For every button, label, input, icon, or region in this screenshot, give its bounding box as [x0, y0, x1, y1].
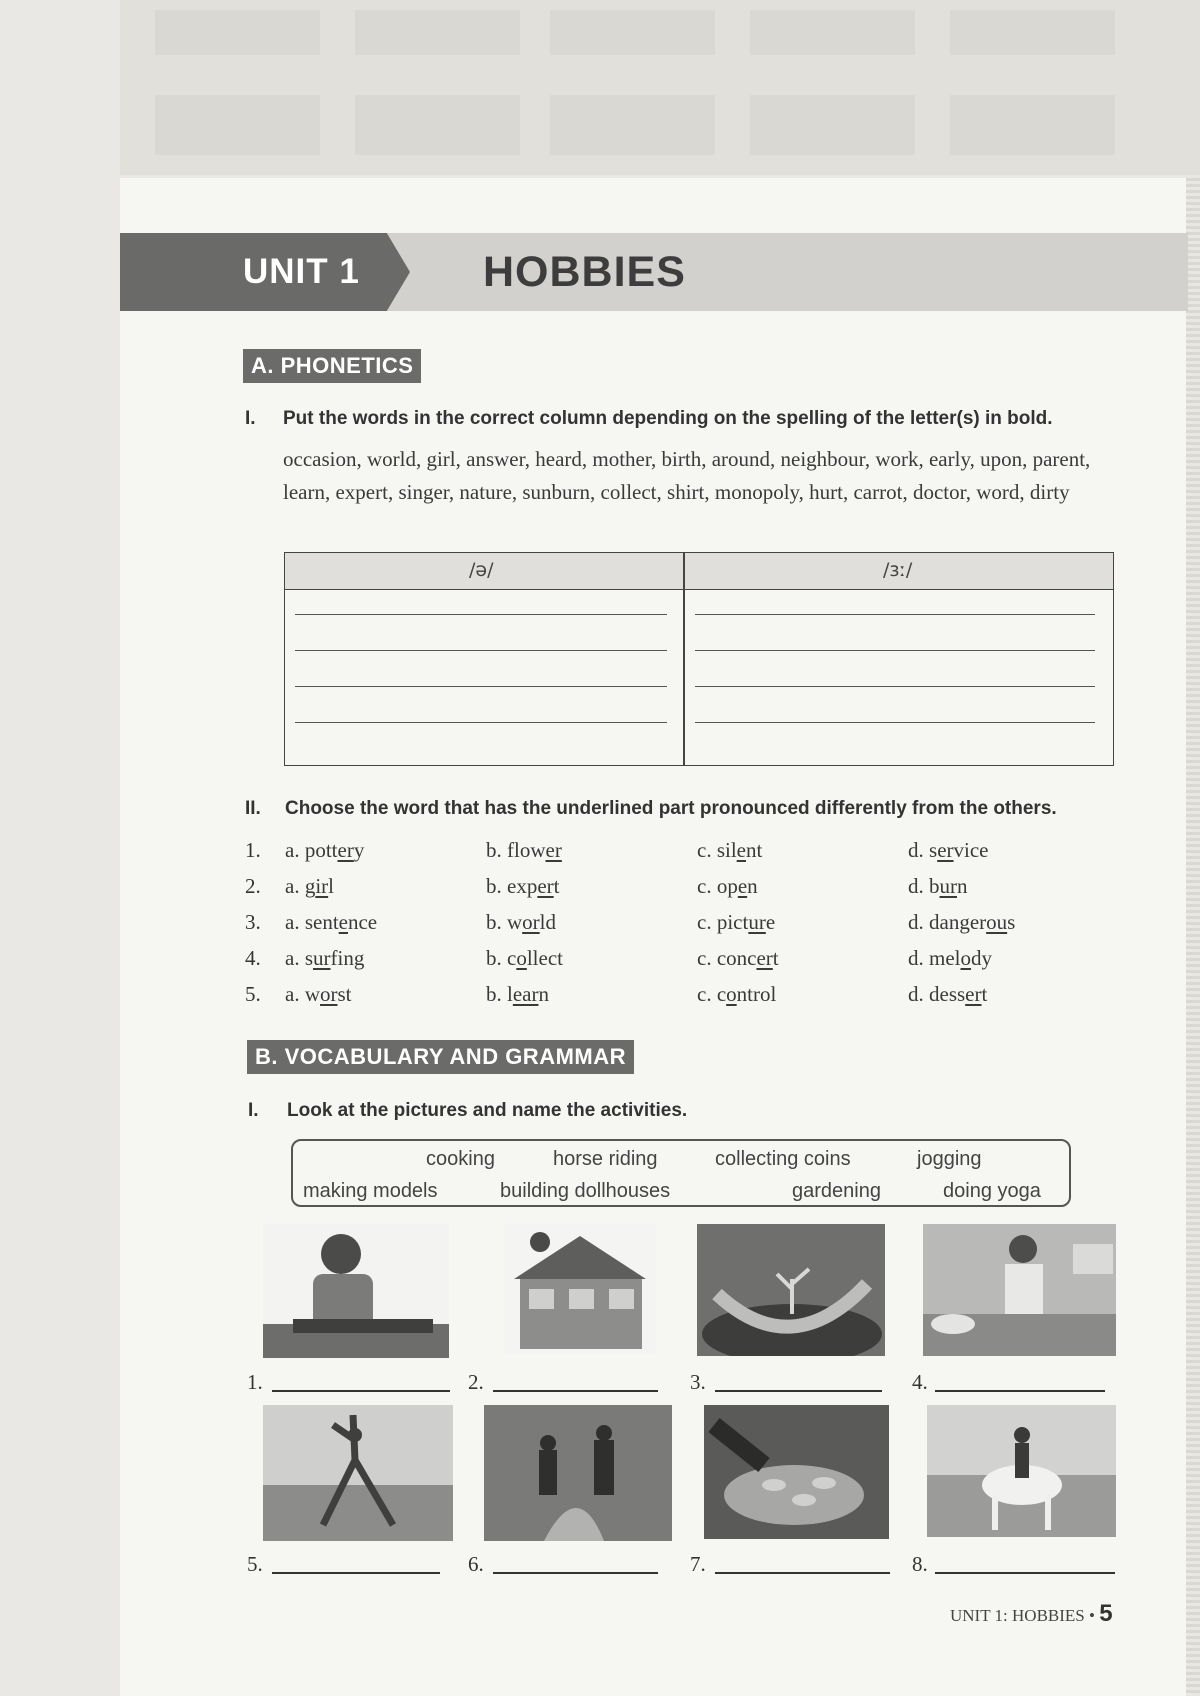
- answer-line[interactable]: [493, 1572, 658, 1574]
- answer-line[interactable]: [935, 1390, 1105, 1392]
- underlined-part: ur: [748, 910, 766, 934]
- option-text: c. sil: [697, 838, 737, 862]
- unit-label: UNIT 1: [243, 252, 360, 291]
- option-text: n: [747, 874, 758, 898]
- question-number: 4.: [245, 946, 261, 970]
- answer-option[interactable]: [285, 874, 334, 899]
- exercise-b1-instruction: Look at the pictures and name the activities.: [287, 1100, 688, 1121]
- underlined-part: e: [736, 838, 746, 862]
- underlined-part: ur: [939, 874, 957, 898]
- option-text: ld: [539, 910, 557, 934]
- answer-option[interactable]: [697, 982, 776, 1007]
- option-text: b. l: [486, 982, 513, 1006]
- answer-option[interactable]: [486, 946, 563, 971]
- underlined-part: er: [337, 838, 354, 862]
- option-text: fing: [330, 946, 365, 970]
- question-number: 3.: [245, 910, 261, 934]
- answer-line[interactable]: [295, 686, 667, 687]
- underlined-part: er: [537, 874, 554, 898]
- word-list: occasion, world, girl, answer, heard, mother, birth, around, neighbour, work, early, upon, parent, learn, expert, singer, nature, sunburn, collect, shirt, monopoly, hurt, carrot, doctor, word, dirty: [283, 447, 1091, 504]
- answer-line[interactable]: [695, 650, 1095, 651]
- answer-line[interactable]: [715, 1572, 890, 1574]
- answer-line[interactable]: [715, 1390, 882, 1392]
- underlined-part: ou: [986, 910, 1008, 934]
- answer-line[interactable]: [695, 722, 1095, 723]
- option-text: ntrol: [736, 982, 777, 1006]
- option-text: dy: [971, 946, 992, 970]
- answer-number: 2.: [468, 1370, 484, 1394]
- section-a-heading: A. PHONETICS: [243, 349, 421, 383]
- underlined-part: er: [756, 946, 773, 970]
- answer-line[interactable]: [295, 722, 667, 723]
- answer-option[interactable]: [697, 946, 779, 971]
- photo-building-dollhouses: [504, 1224, 656, 1354]
- option-text: c. op: [697, 874, 738, 898]
- photo-doing-yoga: [263, 1405, 453, 1541]
- word-box-item: horse riding: [553, 1148, 658, 1170]
- page-number: 5: [1099, 1600, 1113, 1627]
- answer-option[interactable]: [486, 874, 560, 899]
- column-header-schwa: /ə/: [469, 559, 494, 581]
- answer-option[interactable]: [285, 910, 377, 935]
- word-box-item: cooking: [426, 1148, 495, 1170]
- underlined-part: o: [960, 946, 971, 970]
- option-text: t: [553, 874, 560, 898]
- answer-option[interactable]: [908, 874, 968, 899]
- exercise-a1-instruction: Put the words in the correct column depending on the spelling of the letter(s) in bold.: [283, 408, 1053, 429]
- photo-horse-riding: [927, 1405, 1116, 1537]
- option-text: nt: [746, 838, 763, 862]
- answer-option[interactable]: [697, 838, 762, 863]
- answer-number: 1.: [247, 1370, 263, 1394]
- page-footer: [950, 1600, 1113, 1628]
- scan-background: [120, 0, 1200, 175]
- underlined-part: er: [965, 982, 982, 1006]
- word-box-item: making models: [303, 1180, 438, 1202]
- option-text: b. flow: [486, 838, 546, 862]
- answer-number: 5.: [247, 1552, 263, 1576]
- underlined-part: o: [726, 982, 737, 1006]
- underlined-part: or: [522, 910, 540, 934]
- option-text: a. s: [285, 946, 313, 970]
- option-text: n: [957, 874, 968, 898]
- answer-option[interactable]: [285, 838, 364, 863]
- answer-line[interactable]: [935, 1572, 1115, 1574]
- photo-jogging: [484, 1405, 672, 1541]
- table-header: [285, 553, 1113, 590]
- answer-line[interactable]: [695, 686, 1095, 687]
- option-text: d. dess: [908, 982, 966, 1006]
- underlined-part: ur: [313, 946, 331, 970]
- word-box-item: building dollhouses: [500, 1180, 671, 1202]
- answer-option[interactable]: [697, 910, 775, 935]
- option-text: y: [353, 838, 365, 862]
- underlined-part: or: [320, 982, 338, 1006]
- photo-making-models: [263, 1224, 449, 1358]
- word-box-item: doing yoga: [943, 1180, 1041, 1202]
- option-text: vice: [953, 838, 989, 862]
- answer-option[interactable]: [908, 910, 1015, 935]
- answer-option[interactable]: [486, 982, 549, 1007]
- word-box-item: gardening: [792, 1180, 881, 1202]
- underlined-part: ear: [512, 982, 539, 1006]
- answer-number: 3.: [690, 1370, 706, 1394]
- answer-option[interactable]: [486, 910, 556, 935]
- answer-option[interactable]: [908, 946, 992, 971]
- option-text: d. mel: [908, 946, 961, 970]
- option-text: n: [538, 982, 549, 1006]
- answer-line[interactable]: [295, 650, 667, 651]
- answer-number: 6.: [468, 1552, 484, 1576]
- option-text: c. c: [697, 982, 727, 1006]
- option-text: t: [981, 982, 988, 1006]
- answer-line[interactable]: [272, 1572, 440, 1574]
- unit-title: HOBBIES: [483, 248, 686, 296]
- question-number: 5.: [245, 982, 261, 1006]
- underlined-part: e: [338, 910, 348, 934]
- underlined-part: ir: [315, 874, 329, 898]
- answer-line[interactable]: [295, 614, 667, 615]
- option-text: a. sent: [285, 910, 339, 934]
- underlined-part: o: [516, 946, 527, 970]
- option-text: llect: [526, 946, 563, 970]
- underlined-part: er: [545, 838, 562, 862]
- underlined-part: e: [737, 874, 748, 898]
- photo-collecting-coins: [704, 1405, 889, 1539]
- answer-option[interactable]: [486, 838, 562, 863]
- section-b-heading: B. VOCABULARY AND GRAMMAR: [247, 1040, 634, 1074]
- option-text: a. g: [285, 874, 316, 898]
- page-edge: [1186, 178, 1200, 1696]
- answer-option[interactable]: [697, 874, 758, 899]
- photo-cooking: [923, 1224, 1116, 1356]
- option-text: a. pott: [285, 838, 338, 862]
- option-text: b. exp: [486, 874, 538, 898]
- answer-option[interactable]: [908, 982, 987, 1007]
- option-text: b. c: [486, 946, 517, 970]
- exercise-a2-number: II.: [245, 798, 261, 819]
- answer-line[interactable]: [695, 614, 1095, 615]
- option-text: st: [337, 982, 352, 1006]
- option-text: b. w: [486, 910, 523, 934]
- answer-number: 4.: [912, 1370, 928, 1394]
- table-divider: [683, 553, 685, 765]
- answer-line[interactable]: [272, 1390, 450, 1392]
- underlined-part: er: [937, 838, 954, 862]
- option-text: d. danger: [908, 910, 987, 934]
- option-text: c. conc: [697, 946, 757, 970]
- question-number: 2.: [245, 874, 261, 898]
- question-number: 1.: [245, 838, 261, 862]
- option-text: d. b: [908, 874, 940, 898]
- exercise-a2-instruction: Choose the word that has the underlined part pronounced differently from the others.: [285, 798, 1057, 819]
- option-text: nce: [347, 910, 378, 934]
- word-box-item: collecting coins: [715, 1148, 851, 1170]
- photo-gardening: [697, 1224, 885, 1356]
- option-text: a. w: [285, 982, 320, 1006]
- option-text: t: [772, 946, 779, 970]
- answer-number: 8.: [912, 1552, 928, 1576]
- exercise-b1-number: I.: [248, 1100, 259, 1121]
- option-text: d. s: [908, 838, 938, 862]
- option-text: c. pict: [697, 910, 749, 934]
- answer-line[interactable]: [493, 1390, 658, 1392]
- phonetics-table: [284, 552, 1114, 766]
- column-header-er: /ɜː/: [883, 559, 913, 581]
- word-box-item: jogging: [917, 1148, 982, 1170]
- answer-option[interactable]: [285, 982, 352, 1007]
- exercise-a1-number: I.: [245, 408, 256, 429]
- option-text: e: [765, 910, 776, 934]
- answer-number: 7.: [690, 1552, 706, 1576]
- answer-option[interactable]: [285, 946, 364, 971]
- option-text: s: [1007, 910, 1016, 934]
- footer-unit-label: UNIT 1: HOBBIES •: [950, 1606, 1095, 1625]
- answer-option[interactable]: [908, 838, 989, 863]
- option-text: l: [328, 874, 334, 898]
